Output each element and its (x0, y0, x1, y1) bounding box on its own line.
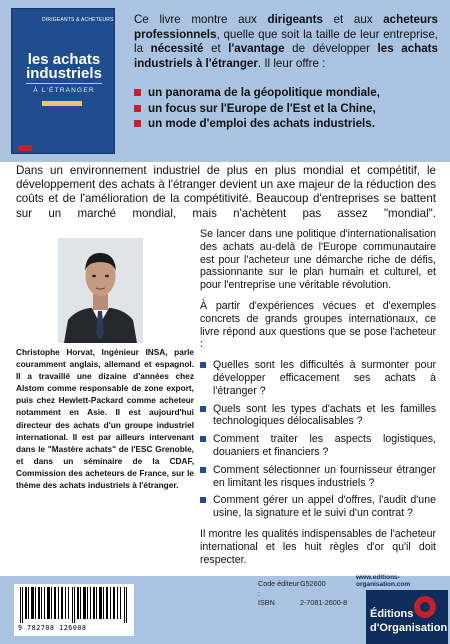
barcode-number: 9 782708 126008 (18, 624, 87, 632)
red-square-bullet-icon (134, 120, 141, 127)
publisher-website-link[interactable]: www.editions-organisation.com (356, 574, 411, 588)
intro-text-bold: dirigeants (267, 13, 323, 26)
question-text: Quelles sont les difficultés à surmonter pour développer efficacement ses achats à l'étranger ? (213, 359, 436, 397)
context-paragraph: Dans un environnement industriel de plus en plus mondial et compétitif, le développement des achats à l'étranger devient un axe majeur de la réduction des coûts et de l'amélioration de la compétitivité. Beaucoup d'entreprises se battent sur un marché mondial, mais n'achètent pas assez "mondial". (16, 164, 436, 220)
isbn-label: ISBN (258, 598, 275, 608)
blue-square-bullet-icon (200, 467, 206, 473)
intro-text-part: Ce livre montre aux (134, 13, 268, 26)
red-square-bullet-icon (134, 105, 141, 112)
intro-text-part: et aux (322, 13, 384, 26)
questions-list (200, 359, 436, 520)
key-point (134, 101, 438, 117)
question-text: Comment sélectionner un fournisseur étranger en limitant les risques industriels ? (213, 463, 436, 489)
question-item (200, 494, 436, 520)
blue-square-bullet-icon (200, 497, 206, 503)
cover-logo-icon (18, 145, 32, 151)
publisher-code-value: G52600 (300, 579, 326, 588)
key-point-text: un focus sur l'Europe de l'Est et la Chine, (148, 101, 376, 115)
key-point (134, 85, 438, 101)
publisher-name-line2: d'Organisation (370, 622, 448, 634)
key-point (134, 116, 438, 132)
red-square-bullet-icon (134, 89, 141, 96)
question-text: Comment gérer un appel d'offres, l'audit d'une usine, la signature et le suivi d'un contrat ? (213, 494, 436, 520)
publisher-code-label: Code éditeur : (258, 579, 300, 598)
cover-rule (26, 83, 102, 84)
book-description-column (200, 228, 436, 574)
intro-text-part: . Il leur offre : (257, 56, 326, 70)
blue-square-bullet-icon (200, 362, 206, 368)
isbn-value: 2-7081-2600-8 (300, 598, 348, 608)
publisher-logo (366, 590, 448, 644)
question-item (200, 359, 436, 397)
cover-title: les achats industriels (26, 51, 102, 82)
question-item (200, 433, 436, 459)
question-text: Quels sont les types d'achats et les familles technologiques délocalisables ? (213, 402, 436, 428)
barcode-icon (18, 587, 130, 623)
intro-text-bold: l'avantage (228, 42, 285, 56)
intro-text-bold: acheteurs professionnels (134, 13, 438, 41)
intro-text-part: de développer (284, 42, 378, 56)
author-portrait-icon (58, 238, 143, 343)
publisher-logo-icon (414, 596, 436, 618)
cover-brand: DIRIGEANTS & ACHETEURS (42, 17, 114, 23)
author-biography: Christophe Horvat, Ingénieur INSA, parle couramment anglais, allemand et espagnol. Il a travaillé une dizaine d'années chez Alstom comme responsable de zone export, puis chez Hewlett-Packard comme acheteur notamment en Asie. Il est aujourd'hui directeur des achats d'un groupe industriel international. Il est par ailleurs intervenant dans le "Mastère achats" de l'ESC Grenoble, et dans un séminaire de la CDAF, Commission des acheteurs de France, sur le thème des achats industriels à l'étranger. (16, 347, 194, 491)
key-points-list (134, 85, 438, 132)
description-paragraph: Il montre les qualités indispensables de l'acheteur international et les huit règles d'or qu'il doit respecter. (200, 527, 436, 566)
cover-thumbnail (11, 8, 115, 154)
intro-text (134, 13, 438, 71)
barcode (14, 584, 134, 636)
blue-square-bullet-icon (200, 406, 206, 412)
intro-text-bold: les achats industriels à l'étranger (134, 42, 438, 70)
publisher-name-line1: Éditions (370, 608, 414, 620)
description-paragraph: À partir d'expériences vécues et d'exemples concrets de grands groupes internationaux, ce livre répond aux questions que se pose l'acheteur : (200, 299, 436, 351)
blue-square-bullet-icon (200, 436, 206, 442)
question-item (200, 464, 436, 490)
key-point-text: un panorama de la géopolitique mondiale, (148, 86, 380, 99)
question-item (200, 403, 436, 429)
cover-subtitle: À L'ÉTRANGER (33, 87, 95, 94)
question-text: Comment traiter les aspects logistiques, douaniers et financiers ? (213, 433, 436, 458)
author-photo (58, 238, 143, 343)
description-paragraph: Se lancer dans une politique d'internationalisation des achats au-delà de l'Europe communautaire est pour l'acheteur une démarche riche de défis, passionnante sur le plan humain et culturel, et pour l'entreprise une véritable révolution. (200, 228, 436, 292)
intro-text-part: et (203, 42, 229, 56)
cover-tag (42, 101, 82, 106)
intro-text-bold: nécessité (150, 42, 204, 56)
book-codes (258, 579, 347, 608)
intro-text-part: , quelle que soit la taille de leur entreprise, la (134, 27, 438, 56)
key-point-text: un mode d'emploi des achats industriels. (148, 117, 375, 130)
